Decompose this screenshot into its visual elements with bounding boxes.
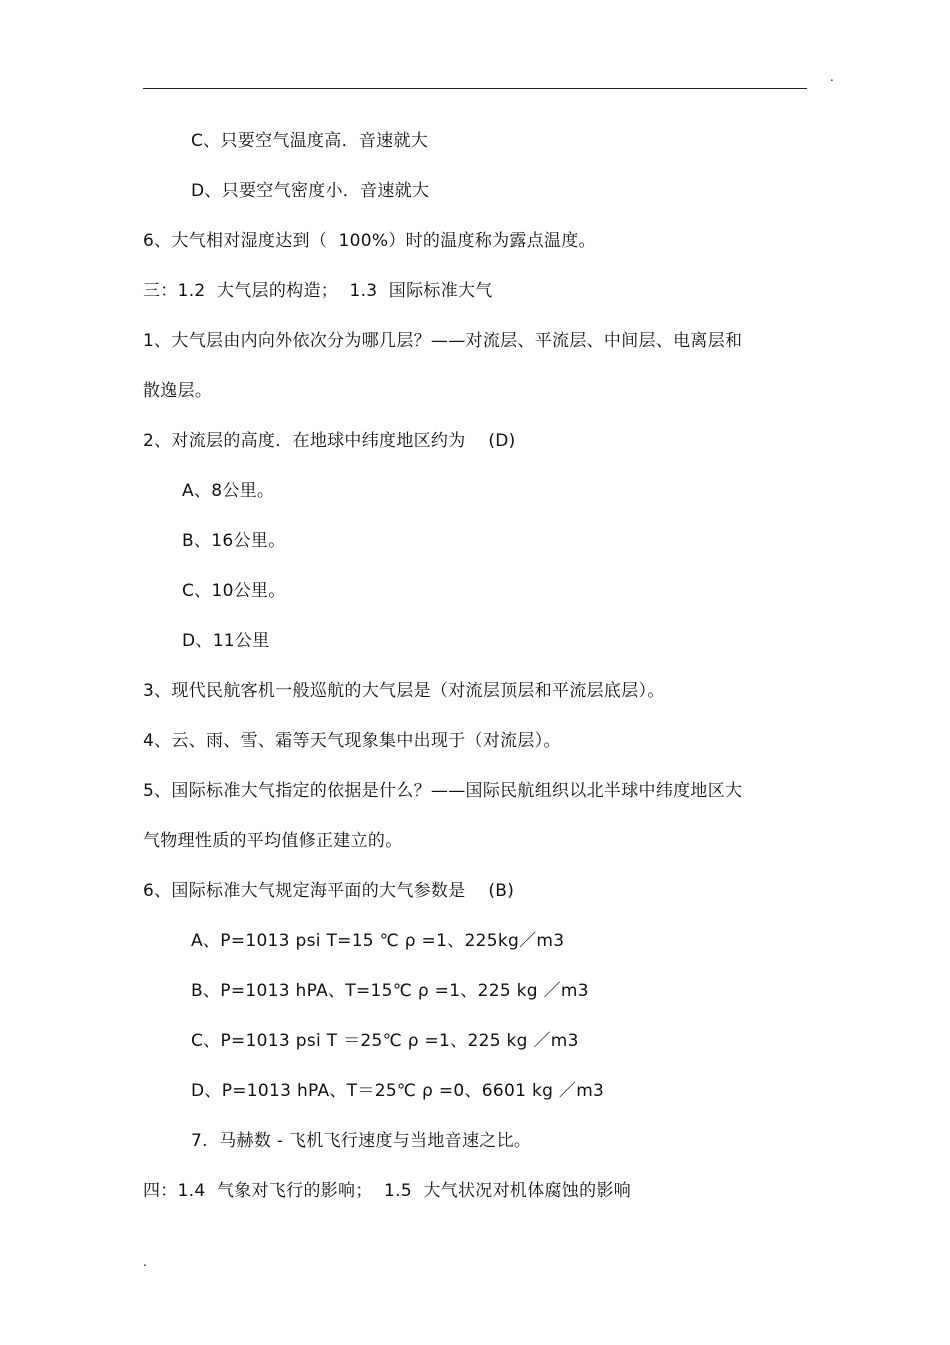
- option-d-speed-density: D、只要空气密度小．音速就大: [191, 181, 430, 201]
- header-mark: .: [830, 70, 834, 84]
- question-6-option-b: B、P=1013 hPA、T=15℃ ρ =1、225 kg ／m3: [191, 981, 589, 1001]
- question-6-option-c: C、P=1013 psi T ＝25℃ ρ =1、225 kg ／m3: [191, 1031, 579, 1051]
- question-5-isa-basis: 5、国际标准大气指定的依据是什么？——国际民航组织以北半球中纬度地区大: [143, 781, 743, 801]
- question-2-option-b: B、16公里。: [182, 531, 286, 551]
- question-3-cruise-layer: 3、现代民航客机一般巡航的大气层是（对流层顶层和平流层底层）。: [143, 681, 665, 701]
- question-6-option-d: D、P=1013 hPA、T＝25℃ ρ =0、6601 kg ／m3: [191, 1081, 605, 1101]
- question-2-option-c: C、10公里。: [182, 581, 286, 601]
- question-2-option-d: D、11公里: [182, 631, 270, 651]
- section-three-heading: 三：1.2 大气层的构造； 1.3 国际标准大气: [143, 281, 493, 301]
- question-5-continuation: 气物理性质的平均值修正建立的。: [143, 831, 403, 851]
- question-1-continuation: 散逸层。: [143, 381, 213, 401]
- header-rule: [143, 88, 807, 89]
- question-6-sea-level-parameters: 6、国际标准大气规定海平面的大气参数是 (B): [143, 881, 515, 901]
- option-c-speed-temperature: C、只要空气温度高．音速就大: [191, 131, 429, 151]
- question-2-option-a: A、8公里。: [182, 481, 275, 501]
- question-6-option-a: A、P=1013 psi T=15 ℃ ρ =1、225kg／m3: [191, 931, 565, 951]
- question-1-atmosphere-layers: 1、大气层由内向外依次分为哪几层？——对流层、平流层、中间层、电离层和: [143, 331, 743, 351]
- item-7-mach-number: 7. 马赫数 - 飞机飞行速度与当地音速之比。: [191, 1131, 532, 1151]
- question-2-troposphere-height: 2、对流层的高度．在地球中纬度地区约为 (D): [143, 431, 516, 451]
- dew-point-statement: 6、大气相对湿度达到（ 100%）时的温度称为露点温度。: [143, 231, 596, 251]
- footer-mark: .: [143, 1255, 147, 1269]
- question-4-weather-layer: 4、云、雨、雪、霜等天气现象集中出现于（对流层）。: [143, 731, 561, 751]
- section-four-heading: 四：1.4 气象对飞行的影响； 1.5 大气状况对机体腐蚀的影响: [143, 1181, 631, 1201]
